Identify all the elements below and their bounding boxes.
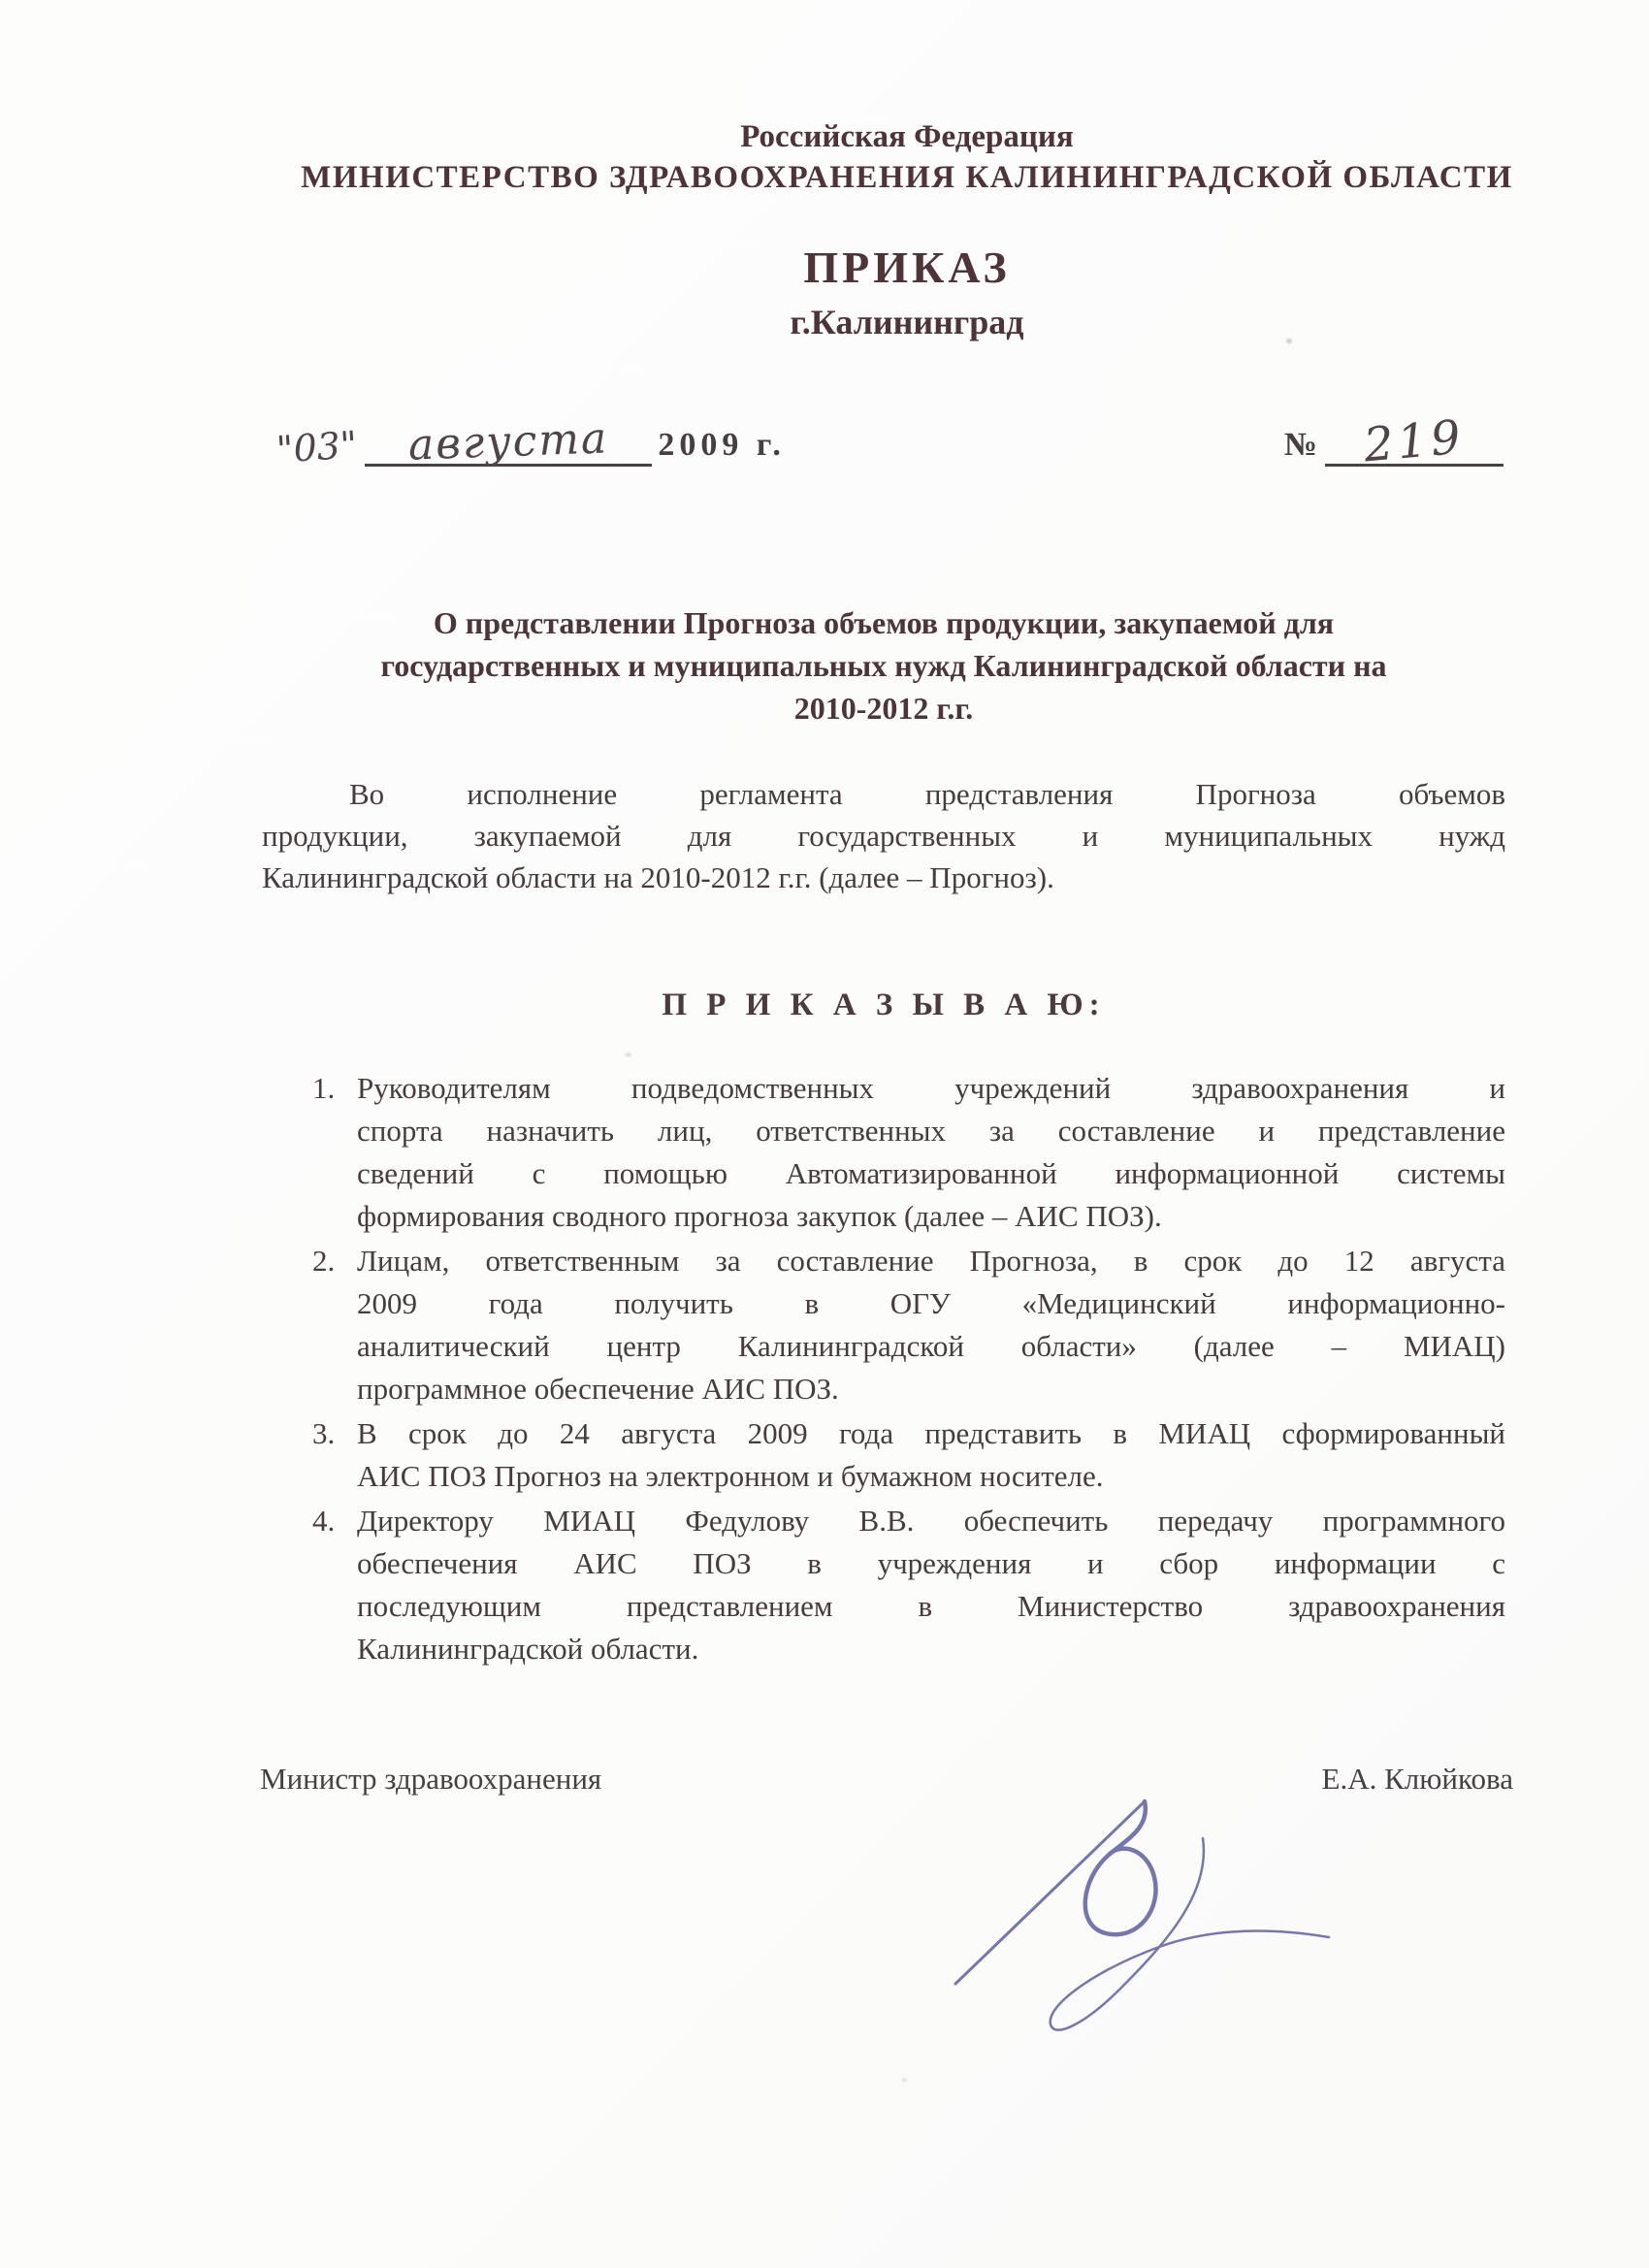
order-list [312, 1067, 1505, 1672]
number-underline [1325, 409, 1504, 473]
item-text: Директору МИАЦ Федулову В.В. обеспечить передачу программного обеспечения АИС ПОЗ в учреждения и сбор информации с последующим представлением в Министерство здравоохранения Калининградской области. [357, 1504, 1505, 1666]
header-ministry: МИНИСТЕРСТВО ЗДРАВООХРАНЕНИЯ КАЛИНИНГРАДСКОЙ ОБЛАСТИ [301, 160, 1513, 195]
order-item-4 [312, 1500, 1505, 1670]
preamble-paragraph: Во исполнение регламента представления Прогноза объемов продукции, закупаемой для государственных и муниципальных нужд Калининградской области на 2010-2012 г.г. (далее – Прогноз). [262, 777, 1505, 894]
item-number: 1. [312, 1071, 336, 1105]
typed-year: 2009 г. [658, 427, 786, 463]
handwritten-month: августа [407, 413, 610, 470]
scan-speck [1286, 339, 1292, 343]
handwritten-signature [922, 1780, 1377, 2042]
order-item-2 [312, 1240, 1505, 1410]
header-city: г.Калининград [790, 303, 1024, 341]
item-number: 2. [312, 1244, 336, 1278]
scan-speck [902, 2078, 907, 2082]
item-number: 4. [312, 1504, 336, 1538]
signer-name: Е.А. Клюйкова [1321, 1762, 1513, 1796]
date-and-number-row [275, 409, 1504, 473]
order-item-3 [312, 1412, 1505, 1498]
header-country: Российская Федерация [740, 119, 1074, 154]
document-type-title: ПРИКАЗ [803, 243, 1011, 292]
number-group [1283, 409, 1504, 473]
order-title: О представлении Прогноза объемов продукции, закупаемой для государственных и муниципальных нужд Калининградской области на 2010-2012 г.г. [380, 605, 1387, 726]
date-group [275, 413, 786, 471]
item-text: Лицам, ответственным за составление Прогноза, в срок до 12 августа 2009 года получить в ОГУ «Медицинский информационно- аналитический центр Калининградской области» (далее – МИАЦ) программное обеспечение АИС ПОЗ. [357, 1244, 1505, 1406]
handwritten-number: 219 [1361, 409, 1468, 473]
signer-position: Министр здравоохранения [260, 1762, 602, 1796]
order-item-1 [312, 1067, 1505, 1238]
number-sign: № [1283, 427, 1317, 463]
handwritten-day: "03" [275, 423, 359, 471]
item-text: В срок до 24 августа 2009 года представить в МИАЦ сформированный АИС ПОЗ Прогноз на электронном и бумажном носителе. [357, 1416, 1505, 1493]
month-underline [365, 413, 652, 470]
order-heading: П Р И К А З Ы В А Ю: [662, 988, 1106, 1022]
document-header [262, 116, 1552, 343]
scan-speck [625, 1053, 631, 1056]
item-text: Руководителям подведомственных учреждений здравоохранения и спорта назначить лиц, ответственных за составление и представление сведений с помощью Автоматизированной информационной системы формирования сводного прогноза закупок (далее – АИС ПОЗ). [357, 1071, 1505, 1233]
item-number: 3. [312, 1416, 336, 1450]
